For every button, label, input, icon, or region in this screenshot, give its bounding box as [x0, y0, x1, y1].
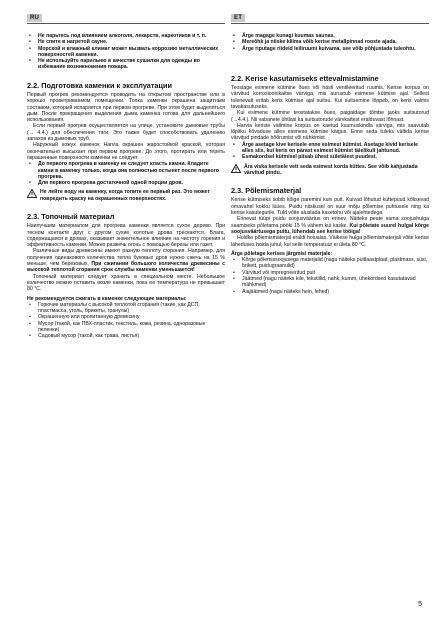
forbidden-materials-list-et [231, 257, 429, 295]
header-rule-left [27, 23, 225, 24]
paragraph: Если первый прогрев осуществляется на улице, установите дымовые трубы (→ 4.4.) для обеспечения тяги. Это также будет способствовать удалению запахов из дымовых труб. [27, 123, 225, 143]
warning-text: Ära viska kerisele vett seda esimest korda küttes. See võib kahjustada värvitud pindu. [244, 163, 418, 176]
materials-list-title: Ärge põletage kerises järgmisi materjale: [231, 250, 333, 257]
page-number: 5 [418, 601, 422, 608]
list-item: • Окрашенную или пропитанную древесину [27, 314, 225, 320]
paragraph-text: Различные виды древесины имеют разную теплоту сгорания. Например, для получения одинакового количества тепла буковых дров нужно сжечь на 15 % меньше, чем березовых. [27, 248, 225, 268]
paragraph: Kerise kütmiseks sobib kõige paremini kuiv puit. Kuivad lõhutud küttepuud kõlisevad omavahel kokku lüües. Puidu niiskusel on suur mõju põlemise puhtusele ning ka kerise kasutegurile. Tuld võite alustada kasetohu või ajalehtedega. [231, 197, 429, 217]
warning-note [27, 189, 225, 202]
list-item: • Ärge asetage kive kerisele enne esimest kütmist. Asetage kivid kerisele alles siis, kui keris on pärast esimest kütmist täielikult jahtunud. [231, 142, 429, 155]
paragraph: Kui esimene kütmine teostatakse õues, paigaldage tõmbe jaoks suitsutorud (→4.4.). Nii vabanete ühtlasi ka suitsutorude värvkattest eralduvast lõhnast. [231, 110, 429, 123]
paragraph [27, 248, 225, 273]
list-item: • Mereõhk ja niiske kliima võib kerise metallpinnad rooste ajada. [231, 39, 429, 45]
section-heading-2-3: 2.3. Топочный материал [27, 212, 115, 222]
paragraph: Hoidke põlemismaterjal eraldi hoiualas. Väikese hulga põlemismaterjali võite kerise läheduses hoida juhul, kui selle temperatuur ei ületa 80 °C. [231, 235, 429, 248]
preparation-list-ru [27, 161, 225, 186]
section-heading-2-2: 2.2. Kerise kasutamiseks ettevalmistamine [231, 73, 379, 83]
list-item: • Горючие материалы с высокой теплотой сгорания (такие, как ДСП, пластмасса, уголь, брикеты, гранулы) [27, 302, 225, 315]
preparation-list-et [231, 142, 429, 161]
section-heading-2-2: 2.2. Подготовка каменки к эксплуатации [27, 80, 172, 90]
estonian-column [231, 33, 429, 295]
list-item: • Ärge magage kunagi kuumas saunas. [231, 33, 429, 39]
warning-note [231, 164, 429, 177]
list-item: • Esmakordsel kütmisel piisab ühest sületäiest puudest. [231, 154, 429, 160]
section-heading-2-3: 2.3. Põlemismaterjal [231, 186, 302, 196]
list-item: • Мусор (такой, как ПВХ-пластик, текстиль, кожа, резина, одноразовые пеленки) [27, 321, 225, 334]
paragraph: Первый прогрев рекомендуется проводить на открытом пространстве или в хорошо проветриваемом помещении. Топка каменки окрашена защитным составом, который испаряется при первом прогреве. При этом будет выделяться дым. После прекращения выделения дыма каменка готова для дальнейшего использования. [27, 91, 225, 124]
list-item: • Садовый мусор (такой, как трава, листья) [27, 333, 225, 339]
materials-list-title: Не рекомендуется сжигать в каменке следующие материалы: [27, 295, 187, 302]
paragraph-emphasis: Kui põletate suurel hulgal kõrge soojusväärtusega puitu, lühendab see kerise tööiga! [231, 222, 429, 235]
paragraph: Harvia keriste välimine korpus on kaetud kuumuskindla värviga, mis saavutab lõpliku kõvaduse alles esimese kütmise käigus. Enne seda tuleks vältida kerise värvitud pindade hõõrumist või nühkimist. [231, 122, 429, 142]
header-rule-right [231, 23, 429, 24]
warning-icon [231, 164, 241, 173]
paragraph: Наилучшим материалом для прогрева каменки является сухое дерево. При тесном контакте друг с другом сухие колотые дрова трескаются. Влага, содержащаяся в дровах, оказывает значительное влияние на чистоту горения и эффективность каменки. Можно разжечь огонь с помощью березы или газет. [27, 223, 225, 249]
language-tag-et: ET [231, 14, 245, 22]
paragraph: Teostage esimene kütmine õues või hästi ventileeritud ruumis. Kerise korpus on värvitud korrosioonikaitse värviga, mis aurustub esimese kütmise ajal. Sellest tulenevalt eritab keris kütmise ajal suitsu. Kui suitsemine lõppeb, on keris valmis tavakasutuseks. [231, 85, 429, 110]
list-item: • Не спите в нагретой сауне. [27, 39, 225, 45]
russian-column [27, 33, 225, 340]
list-item: • Aiajäätmed (nagu näiteks hein, lehed) [231, 289, 429, 295]
safety-list-ru [27, 33, 225, 71]
list-item: • Не используйте парильню в качестве сушилки для одежды во избежание возникновения пожара. [27, 58, 225, 71]
list-item: • Для первого прогрева достаточной одной порции дров. [27, 180, 225, 186]
language-tag-ru: RU [27, 14, 42, 22]
warning-text: Не лейте воду на каменку, когда топите ее первый раз. Это может повредить краску на окрашенных поверхностях. [40, 189, 210, 202]
paragraph: Топочный материал следует хранить в специальном месте. Небольшое количество можно оставить возле каменки, пока ее температура не превышает 80 °C. [27, 273, 225, 293]
paragraph-text: Erinevat tüüpi puidu soojusväärtus on erinev. Näiteks peate sama soojushulga saamiseks põletama pööki 15 % vähem kui kaske. [231, 216, 429, 229]
warning-icon [27, 189, 37, 198]
paragraph [231, 216, 429, 235]
paragraph-emphasis: При сжигании большого количества древесины с высокой теплотой сгорания срок службы каменки уменьшается! [27, 261, 225, 274]
paragraph: Наружный кожух каменок Harvia окрашен жаростойкой краской, которая окончательно высыхает при первом прогреве. До этого, протирать или тереть окрашенные поверхности каменки не следует. [27, 142, 225, 161]
list-item: • Не парьтесь под влиянием алкоголя, лекарств, наркотиков и т. п. [27, 33, 225, 39]
list-item: • До первого прогрева в каменку не следует класть камни. Кладите камни в каменку только, когда она полностью остынет после первого прогрева. [27, 161, 225, 180]
forbidden-materials-list-ru [27, 302, 225, 340]
list-item: • Морской и влажный климат может вызвать коррозию металлических поверхностей каменки. [27, 46, 225, 59]
list-item: • Värvitud või impregneeritud puit [231, 270, 429, 276]
list-item: • Kõrge põlemissoojusega materjalid (nagu näiteks puitlaastplaat, plastmass, süsi, brikett, puidugraanulid) [231, 257, 429, 270]
list-item: • Jäätmed (nagu näiteks kile, tekstiilid, nahk, kumm, ühekordsed kasutatavad mähkmed) [231, 276, 429, 289]
list-item: • Ärge riputage riideid leiliruumi kuivama, see võib põhjustada tuleohtu. [231, 46, 429, 52]
safety-list-et [231, 33, 429, 52]
